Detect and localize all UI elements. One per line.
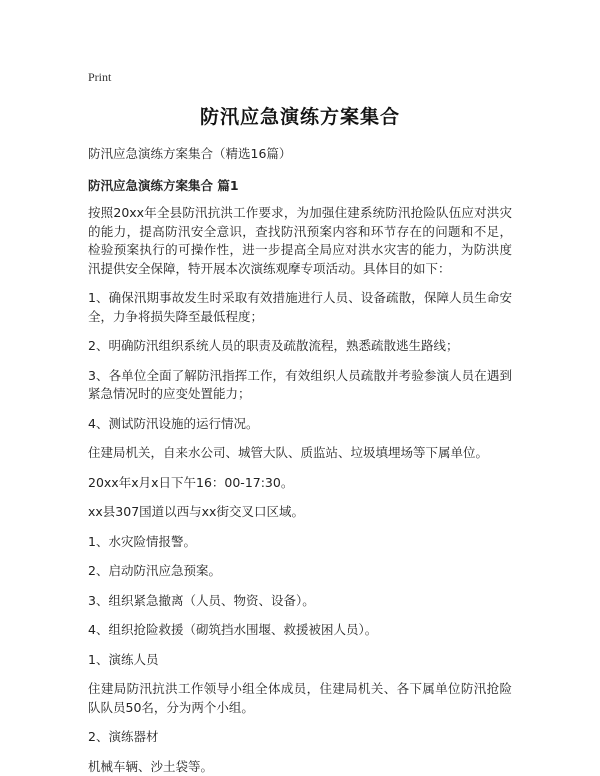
- section-heading: 防汛应急演练方案集合 篇1: [88, 178, 239, 193]
- document-subtitle: 防汛应急演练方案集合（精选16篇）: [88, 146, 292, 161]
- paragraph-item: 4、测试防汛设施的运行情况。: [88, 415, 259, 431]
- paragraph-item: 3、组织紧急撤离（人员、物资、设备）。: [88, 592, 315, 608]
- paragraph-item: 2、明确防汛组织系统人员的职责及疏散流程，熟悉疏散逃生路线；: [88, 338, 459, 353]
- paragraph-item: 2、启动防汛应急预案。: [88, 563, 221, 578]
- paragraph-item: 1、水灾险情报警。: [88, 533, 196, 549]
- paragraph-intro: 按照20xx年全县防汛抗洪工作要求，为加强住建系统防汛抢险队伍应对洪灾的能力，提高防汛安全意识，查找防汛预案内容和环节存在的问题和不足，检验预案执行的可操作性，进一步提高全局应对洪水灾害的能力，为防洪度汛提供安全保障，特开展本次演练观摩专项活动。具体目的如下：: [88, 205, 512, 276]
- paragraph-participants: 住建局机关，自来水公司、城管大队、质监站、垃圾填埋场等下属单位。: [88, 445, 489, 460]
- paragraph-equipment: 机械车辆、沙土袋等。: [88, 758, 214, 774]
- document-body: [88, 204, 512, 776]
- paragraph-item: 3、各单位全面了解防汛指挥工作，有效组织人员疏散并考验参演人员在遇到紧急情况时的应变处置能力；: [88, 367, 512, 401]
- paragraph-personnel: 住建局防汛抗洪工作领导小组全体成员，住建局机关、各下属单位防汛抢险队队员50名，分为两个小组。: [88, 681, 512, 715]
- paragraph-item: 1、确保汛期事故发生时采取有效措施进行人员、设备疏散，保障人员生命安全，力争将损失降至最低程度；: [88, 290, 512, 324]
- page-title: 防汛应急演练方案集合: [199, 106, 400, 128]
- paragraph-time: 20xx年x月x日下午16：00-17:30。: [88, 474, 294, 490]
- paragraph-location: xx县307国道以西与xx街交叉口区域。: [88, 504, 304, 519]
- print-label: Print: [88, 70, 112, 84]
- paragraph-item: 4、组织抢险救援（砌筑挡水围堰、救援被困人员）。: [88, 622, 378, 637]
- paragraph-subheading: 2、演练器材: [88, 729, 159, 744]
- paragraph-subheading: 1、演练人员: [88, 651, 159, 667]
